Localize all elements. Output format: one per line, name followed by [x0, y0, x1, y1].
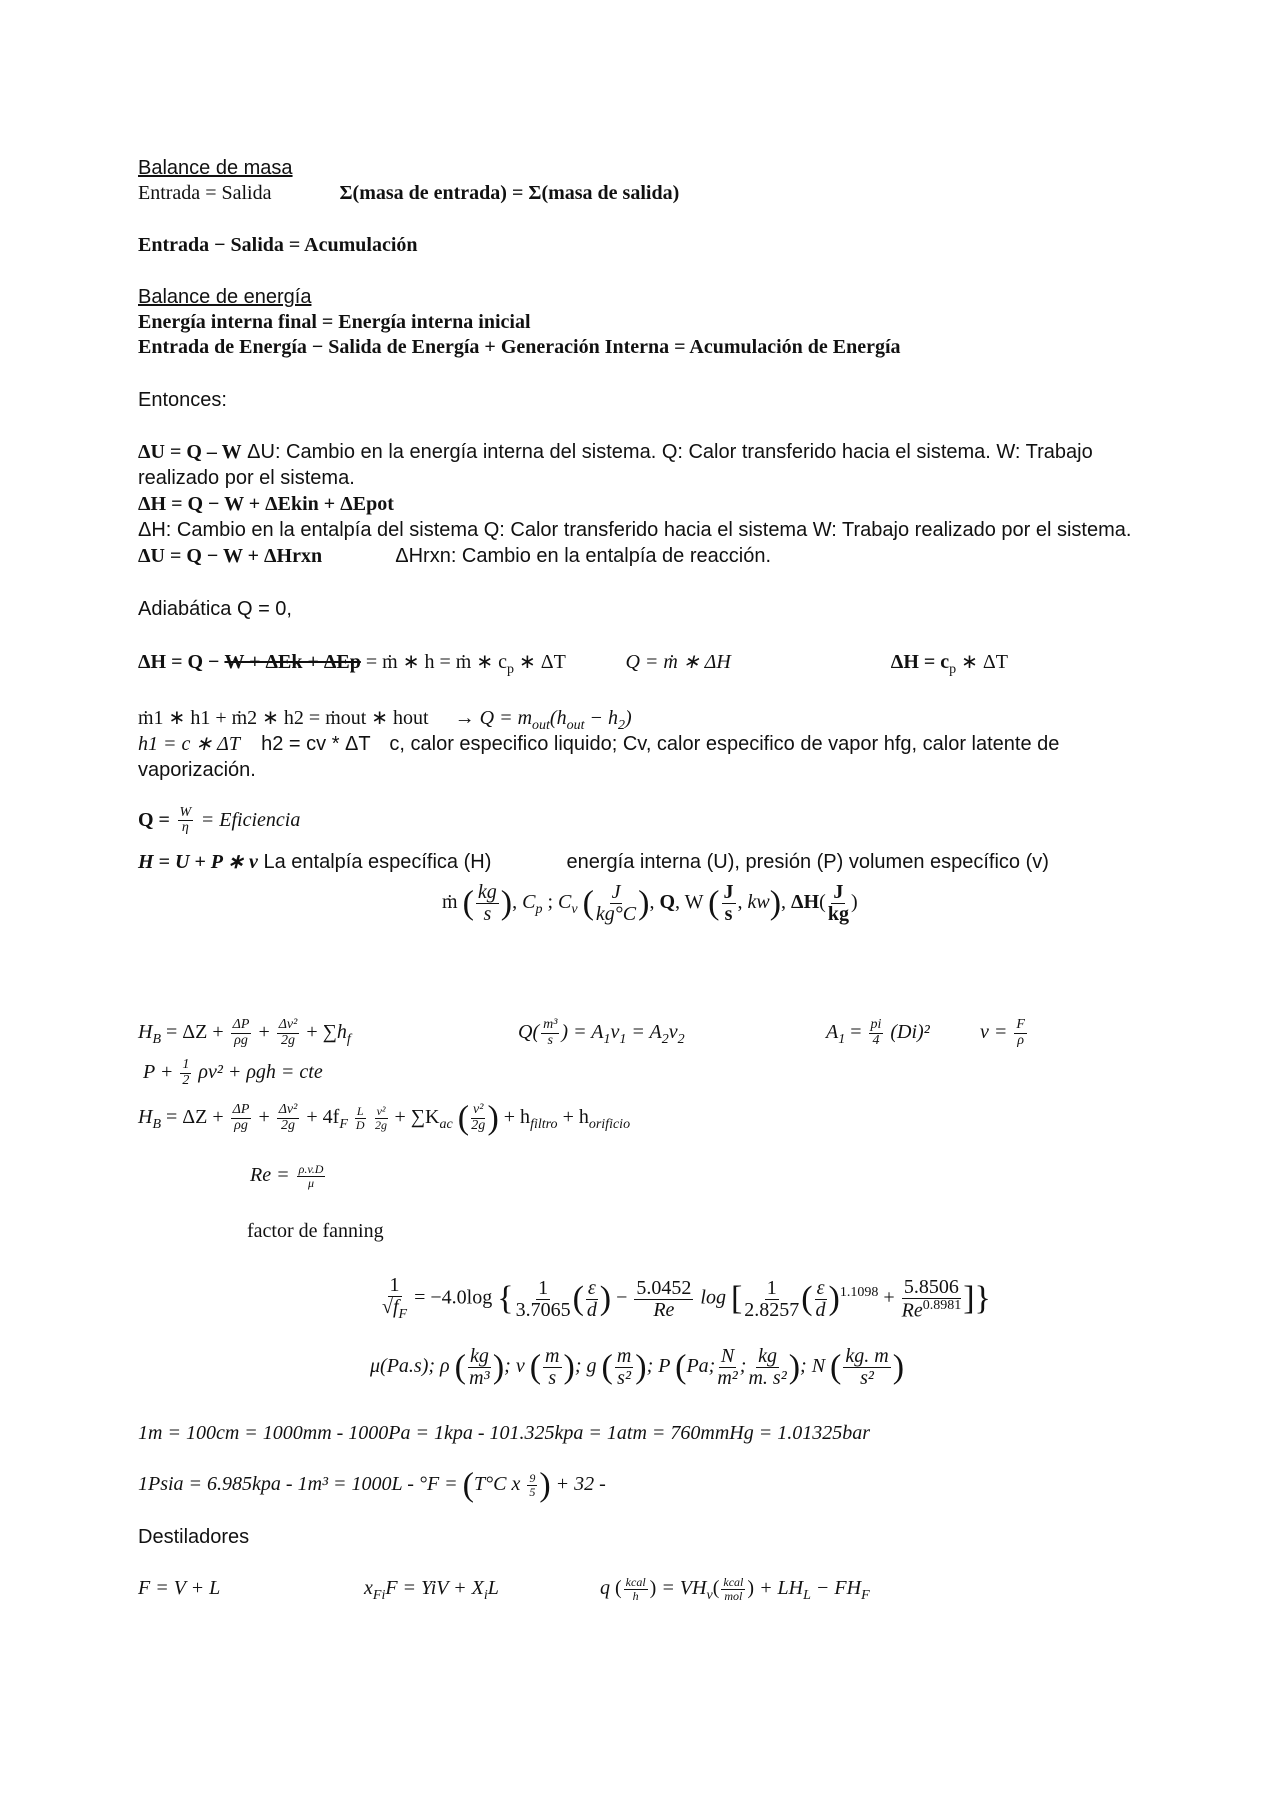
fraction-1-sqrtf: $\frac{1}{√f_F}$ — [382, 1274, 408, 1323]
fraction-pi-4: $\frac{pi}{4}$ — [870, 1017, 882, 1048]
eq-q: Q = — [138, 809, 170, 831]
fraction-reynolds: $\frac{\rho.v.D}{\mu}$ — [298, 1162, 324, 1190]
units-line-2: μ(Pa.s); ρ ( $\frac{kg}{\text{m³}}$ ); v ( $\frac{m}{s}$ ); g ( $\frac{m}{\text{s²}}$ ); P (Pa; $\frac{N}{\text{m²}}$ ; $\frac{kg}{\text{m. s²}}$ ); N ( $\frac{kg. m}{\text{s²}}$ ) — [370, 1344, 905, 1389]
eq-mixing: ṁ1 ∗ h1 + ṁ2 ∗ h2 = ṁout ∗ hout — [138, 707, 429, 729]
eq-mh: = ṁ ∗ h = ṁ ∗ c — [365, 651, 507, 673]
hb-equation-1: $H_B = \Delta Z$ + $\frac{\Delta P}{\rho g}$ + $\frac{\text{Δv²}}{2g}$ + $\sum h_f$ — [138, 1017, 351, 1048]
units-line-1: ṁ ( $\frac{kg}{s}$ ), $C_p$ ; $C_v$ ( $\frac{J}{kg^\circ C}$ ), Q, W ( $\frac{J}{s}$ , kw), ΔH( $\frac{J}{kg}$ ) — [442, 880, 858, 925]
eq-h2: h2 = cv * ΔT — [261, 733, 371, 755]
bernoulli-equation: P + $\frac{1}{2}$ ρv² + ρgh = cte — [143, 1057, 323, 1088]
reynolds-equation: Re = $\frac{\rho.v.D}{\mu}$ — [250, 1162, 324, 1190]
fraction-m3-s: $\frac{\text{m³}}{s}$ — [543, 1017, 558, 1048]
fraction-1-37065: $\frac{1}{3.7065}$ — [515, 1276, 571, 1321]
unit-w: W — [684, 891, 704, 913]
fraction-w-eta: $\frac{W}{\eta}$ — [179, 804, 192, 836]
fraction-kg-s: $\frac{kg}{s}$ — [477, 880, 497, 925]
fraction-j-kg: $\frac{J}{kg}$ — [827, 880, 849, 925]
eq-enthalpy: H = U + P ∗ v — [138, 851, 258, 873]
du-description: ΔU: Cambio en la energía interna del sistema. Q: Calor transferido hacia el sistema. W: Trabajo — [247, 441, 1093, 463]
du-rxn-description: ΔHrxn: Cambio en la entalpía de reacción. — [395, 545, 772, 567]
dh-description: ΔH: Cambio en la entalpía del sistema Q: Calor transferido hacia el sistema W: Trabajo realizado por el sistema. — [138, 519, 1132, 541]
fraction-j-s: $\frac{J}{s}$ — [723, 880, 734, 925]
eq-eficiencia: = Eficiencia — [200, 809, 301, 831]
fraction-eps-d-2: $\frac{\varepsilon}{d}$ — [815, 1276, 826, 1321]
fraction-dv-2g: $\frac{\text{Δv²}}{2g}$ — [278, 1017, 298, 1048]
cp-subscript: p — [949, 662, 957, 677]
fraction-9-5: $\frac{9}{5}$ — [529, 1471, 536, 1499]
fraction-1-28257: $\frac{1}{2.8257}$ — [744, 1276, 800, 1321]
efficiency-equation — [138, 805, 300, 836]
eq-q-mdh: Q = ṁ ∗ ΔH — [625, 651, 731, 673]
enthalpy-desc-rest: energía interna (U), presión (P) volumen específico (v) — [566, 851, 1049, 873]
equation-energia-interna: Energía interna final = Energía interna inicial — [138, 311, 531, 333]
equation-du: ΔU = Q – W — [138, 441, 242, 463]
heading-destiladores: Destiladores — [138, 1526, 250, 1548]
eq-dh-q: ΔH = Q − — [138, 651, 220, 673]
heading-balance-masa — [138, 155, 293, 181]
equation-sigma-masa: Σ(masa de entrada) = Σ(masa de salida) — [339, 182, 680, 204]
conversion-line-1: 1m = 100cm = 1000mm - 1000Pa = 1kpa - 101.325kpa = 1atm = 760mmHg = 1.01325bar — [138, 1422, 871, 1444]
fraction-v2-2g-k: $\frac{\text{v²}}{2g}$ — [471, 1102, 486, 1133]
fraction-v2-2g: $\frac{\text{v²}}{2g}$ — [375, 1104, 388, 1132]
unit-mdot: ṁ — [442, 891, 458, 913]
du-description-cont: realizado por el sistema. — [138, 467, 355, 489]
fraction-dv-2g-2: $\frac{\text{Δv²}}{2g}$ — [278, 1102, 298, 1133]
eq-dt2: ∗ ΔT — [961, 651, 1008, 673]
flow-equation: Q( $\frac{\text{m³}}{s}$ ) = $A_1v_1 = A_2v_2$ — [518, 1017, 685, 1048]
text-adiabatica: Adiabática Q = 0, — [138, 598, 292, 620]
destilador-eq-3: q ( $\frac{\text{kcal}}{h}$ ) = $VH_v$( $\frac{\text{kcal}}{\text{mol}}$ ) + $LH_L - FH_F$ — [600, 1575, 870, 1603]
eq-dh-cp: ΔH = c — [890, 651, 950, 673]
h1-description: c, calor especifico liquido; Cv, calor especifico de vapor hfg, calor latente de — [389, 733, 1060, 755]
fraction-kg-m3: $\frac{kg}{\text{m³}}$ — [469, 1344, 490, 1389]
du-rxn-line — [138, 543, 771, 569]
fraction-m-s: $\frac{m}{s}$ — [545, 1344, 560, 1389]
equation-du-rxn: ΔU = Q − W + ΔHrxn — [138, 545, 323, 567]
fraction-dp-rg: $\frac{\Delta P}{\rho g}$ — [232, 1017, 250, 1048]
fraction-l-d: $\frac{L}{D}$ — [355, 1104, 365, 1132]
fraction-kcal-mol: $\frac{\text{kcal}}{\text{mol}}$ — [723, 1575, 744, 1603]
hb-equation-2: $H_B = \Delta Z$ + $\frac{\Delta P}{\rho g}$ + $\frac{\text{Δv²}}{2g}$ + $4f_F$ $\frac{L}{D}$ $\frac{\text{v²}}{2g}$ + $\sum K_{ac}$ ( $\frac{\text{v²}}{2g}$ ) + $h_{filtro} + h_{orificio}$ — [138, 1099, 631, 1137]
text-entonces: Entonces: — [138, 389, 227, 411]
fraction-m-s2: $\frac{m}{\text{s²}}$ — [616, 1344, 632, 1389]
fraction-kgm-s2: $\frac{kg. m}{\text{s²}}$ — [845, 1344, 889, 1389]
heading-balance-energia — [138, 284, 311, 310]
equation-acumulacion: Entrada − Salida = Acumulación — [138, 234, 418, 256]
h1-line — [138, 731, 1059, 757]
conversion-line-2: 1Psia = 6.985kpa - 1m³ = 1000L - °F = (T°C x $\frac{9}{5}$ ) + 32 - — [138, 1466, 606, 1504]
fanning-equation: $\frac{1}{√f_F}$ = −4.0log { $\frac{1}{3.7065}$ ( $\frac{\varepsilon}{d}$ ) − $\frac{5.0452}{Re}$ log [ $\frac{1}{2.8257}$ ( $\frac{\varepsilon}{d}$ )$^{1.1098}$ + $\frac{5.8506}{Re^{0.8981}}$ ]} — [382, 1274, 991, 1323]
fraction-one-half: $\frac{1}{2}$ — [182, 1057, 190, 1088]
fraction-kg-ms2: $\frac{kg}{\text{m. s²}}$ — [748, 1344, 787, 1389]
du-line — [138, 439, 1093, 465]
destilador-eq-2: $x_{Fi}F$ = YiV + $X_iL$ — [364, 1577, 499, 1603]
unit-q: Q — [659, 891, 676, 913]
equation-entrada-salida: Entrada = Salida — [138, 182, 272, 204]
fraction-j-kgc: $\frac{J}{kg^\circ C}$ — [595, 880, 637, 925]
fraction-58506-re: $\frac{5.8506}{Re^{0.8981}}$ — [901, 1275, 962, 1322]
equation-dh: ΔH = Q − W + ΔEkin + ΔEpot — [138, 493, 394, 515]
area-equation: $A_1$ = $\frac{pi}{4}$ (Di)² — [826, 1017, 930, 1048]
mass-balance-line — [138, 180, 679, 206]
destilador-eq-1: F = V + L — [138, 1577, 221, 1599]
fraction-f-rho: $\frac{F}{\rho}$ — [1016, 1017, 1025, 1048]
eq-q-mout: → $Q = m_{out}(h_{out} - h_2)$ — [454, 707, 632, 733]
heading-text: Balance de masa — [138, 157, 293, 179]
h1-description-cont: vaporización. — [138, 759, 256, 781]
label-fanning: factor de fanning — [247, 1220, 384, 1242]
fraction-n-m2: $\frac{N}{\text{m²}}$ — [717, 1344, 738, 1389]
eq-h1: h1 = c ∗ ΔT — [138, 733, 240, 755]
enthalpy-desc-h: La entalpía específica (H) — [263, 851, 492, 873]
fraction-kcal-h: $\frac{\text{kcal}}{h}$ — [625, 1575, 646, 1603]
cp-subscript: p — [506, 662, 514, 677]
adiabatic-equations — [138, 649, 1008, 683]
fraction-50452-re: $\frac{5.0452}{Re}$ — [636, 1276, 692, 1321]
fraction-eps-d: $\frac{\varepsilon}{d}$ — [586, 1276, 597, 1321]
fraction-dp-rg-2: $\frac{\Delta P}{\rho g}$ — [232, 1102, 250, 1133]
eq-dt: ∗ ΔT — [518, 651, 566, 673]
unit-dh: ΔH — [791, 891, 820, 913]
heading-text: Balance de energía — [138, 286, 312, 308]
equation-energia-acumulacion: Entrada de Energía − Salida de Energía + Generación Interna = Acumulación de Energía — [138, 336, 901, 358]
velocity-equation: v = $\frac{F}{\rho}$ — [980, 1017, 1025, 1048]
eq-struck-terms: W + ΔEk + ΔEp — [224, 651, 361, 673]
